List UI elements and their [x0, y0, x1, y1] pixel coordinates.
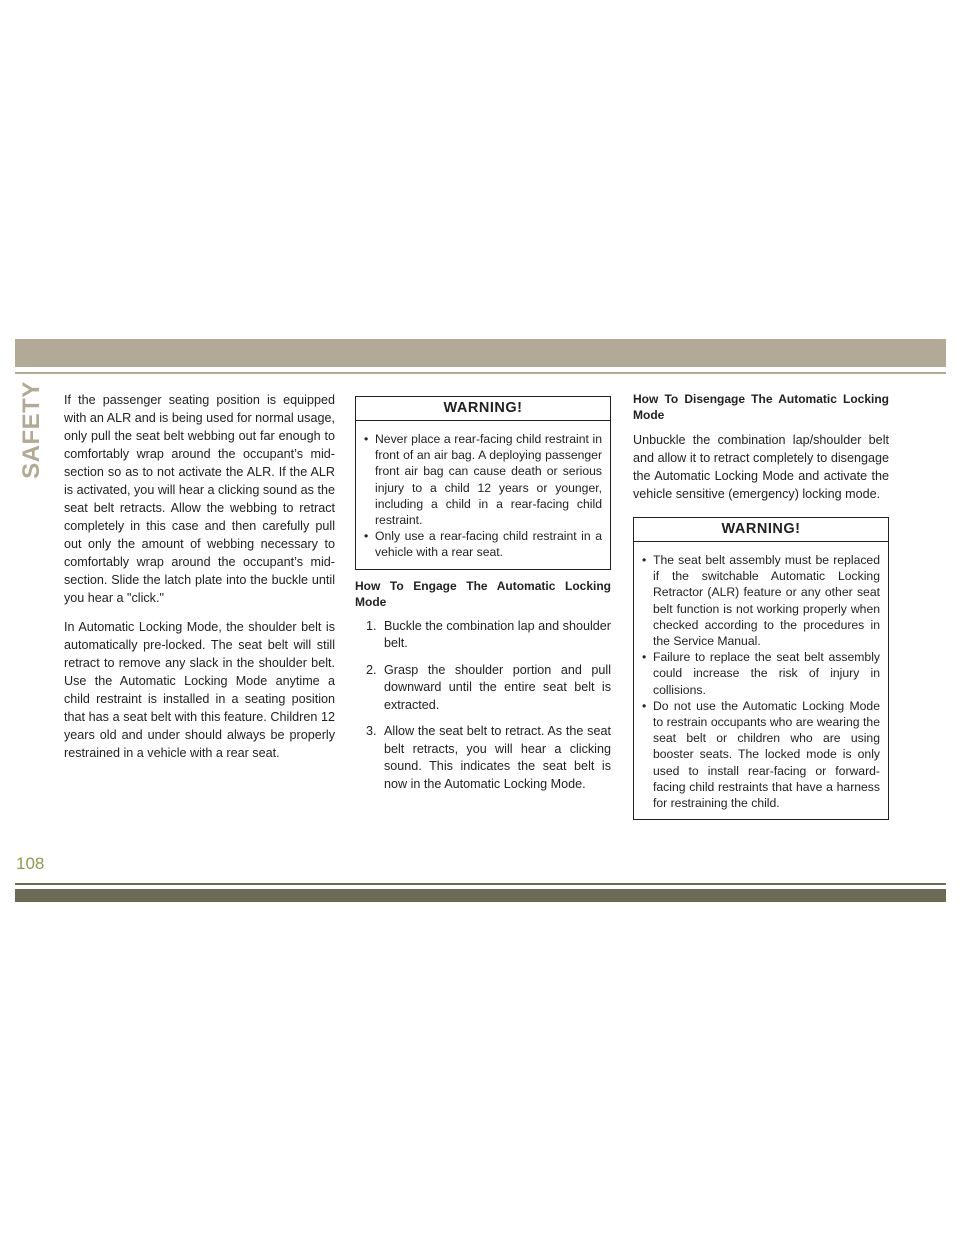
engage-steps — [366, 618, 611, 794]
step-text: Allow the seat belt to retract. As the seat belt retracts, you will hear a clicking sound. This indicates the seat belt is now in the Automatic Locking Mode. — [384, 724, 611, 791]
step-number: 2. — [366, 662, 377, 677]
column-1 — [64, 391, 335, 773]
warning-title: WARNING! — [634, 518, 888, 542]
warning-item: • Failure to replace the seat belt assembly could increase the risk of injury in collisions. — [642, 649, 880, 698]
page-number: 108 — [16, 854, 45, 873]
step-item — [366, 662, 611, 715]
warning-item: • Never place a rear-facing child restraint in front of an air bag. A deploying passenger front air bag can cause death or serious injury to a child 12 years or younger, including a child in a rear-facing child restraint. — [364, 431, 602, 528]
engage-heading: How To Engage The Automatic Locking Mode — [355, 578, 611, 609]
header-band — [15, 339, 946, 367]
step-number: 3. — [366, 724, 377, 739]
warning-item: • Do not use the Automatic Locking Mode to restrain occupants who are wearing the seat belt or children who are using booster seats. The locked mode is only used to install rear-facing or forward-facing child restraints that have a harness for restraining the child. — [642, 698, 880, 811]
column-3 — [633, 391, 889, 828]
step-text: Grasp the shoulder portion and pull downward until the entire seat belt is extracted. — [384, 662, 611, 712]
paragraph-alr-usage: If the passenger seating position is equipped with an ALR and is being used for normal usage, only pull the seat belt webbing out far enough to comfortably wrap around the occupant’s mid-section so as to not activate the ALR. If the ALR is activated, you will hear a clicking sound as the seat belt retracts. Allow the webbing to retract completely in this case and then carefully pull out only the amount of webbing necessary to comfortably wrap around the occupant’s mid-section. Slide the latch plate into the buckle until you hear a "click." — [64, 393, 335, 605]
warning-box-seat-belt-assembly — [633, 517, 889, 820]
footer-rule — [15, 883, 946, 885]
warning-item: • The seat belt assembly must be replaced if the switchable Automatic Locking Retractor (ALR) feature or any other seat belt function is not working properly when checked according to the procedures in the Service Manual. — [642, 552, 880, 649]
paragraph-disengage: Unbuckle the combination lap/shoulder belt and allow it to retract completely to disengage the Automatic Locking Mode and activate the vehicle sensitive (emergency) locking mode. — [633, 433, 889, 501]
footer-band — [15, 889, 946, 902]
warning-list — [356, 421, 610, 569]
warning-item: • Only use a rear-facing child restraint in a vehicle with a rear seat. — [364, 528, 602, 560]
section-tab-label: SAFETY — [18, 381, 45, 479]
warning-title: WARNING! — [356, 397, 610, 421]
warning-list — [634, 542, 888, 819]
disengage-heading: How To Disengage The Automatic Locking Mode — [633, 392, 889, 422]
paragraph-automatic-locking: In Automatic Locking Mode, the shoulder belt is automatically pre-locked. The seat belt will still retract to remove any slack in the shoulder belt. Use the Automatic Locking Mode anytime a child restraint is installed in a seating position that has a seat belt with this feature. Children 12 years old and under should always be properly restrained in a vehicle with a rear seat. — [64, 620, 335, 760]
step-text: Buckle the combination lap and shoulder belt. — [384, 618, 611, 651]
step-item — [366, 618, 611, 653]
step-item — [366, 723, 611, 793]
header-rule — [15, 372, 946, 374]
step-number: 1. — [366, 618, 377, 633]
column-2 — [355, 396, 611, 802]
section-tab — [12, 381, 52, 479]
warning-box-rear-facing — [355, 396, 611, 570]
